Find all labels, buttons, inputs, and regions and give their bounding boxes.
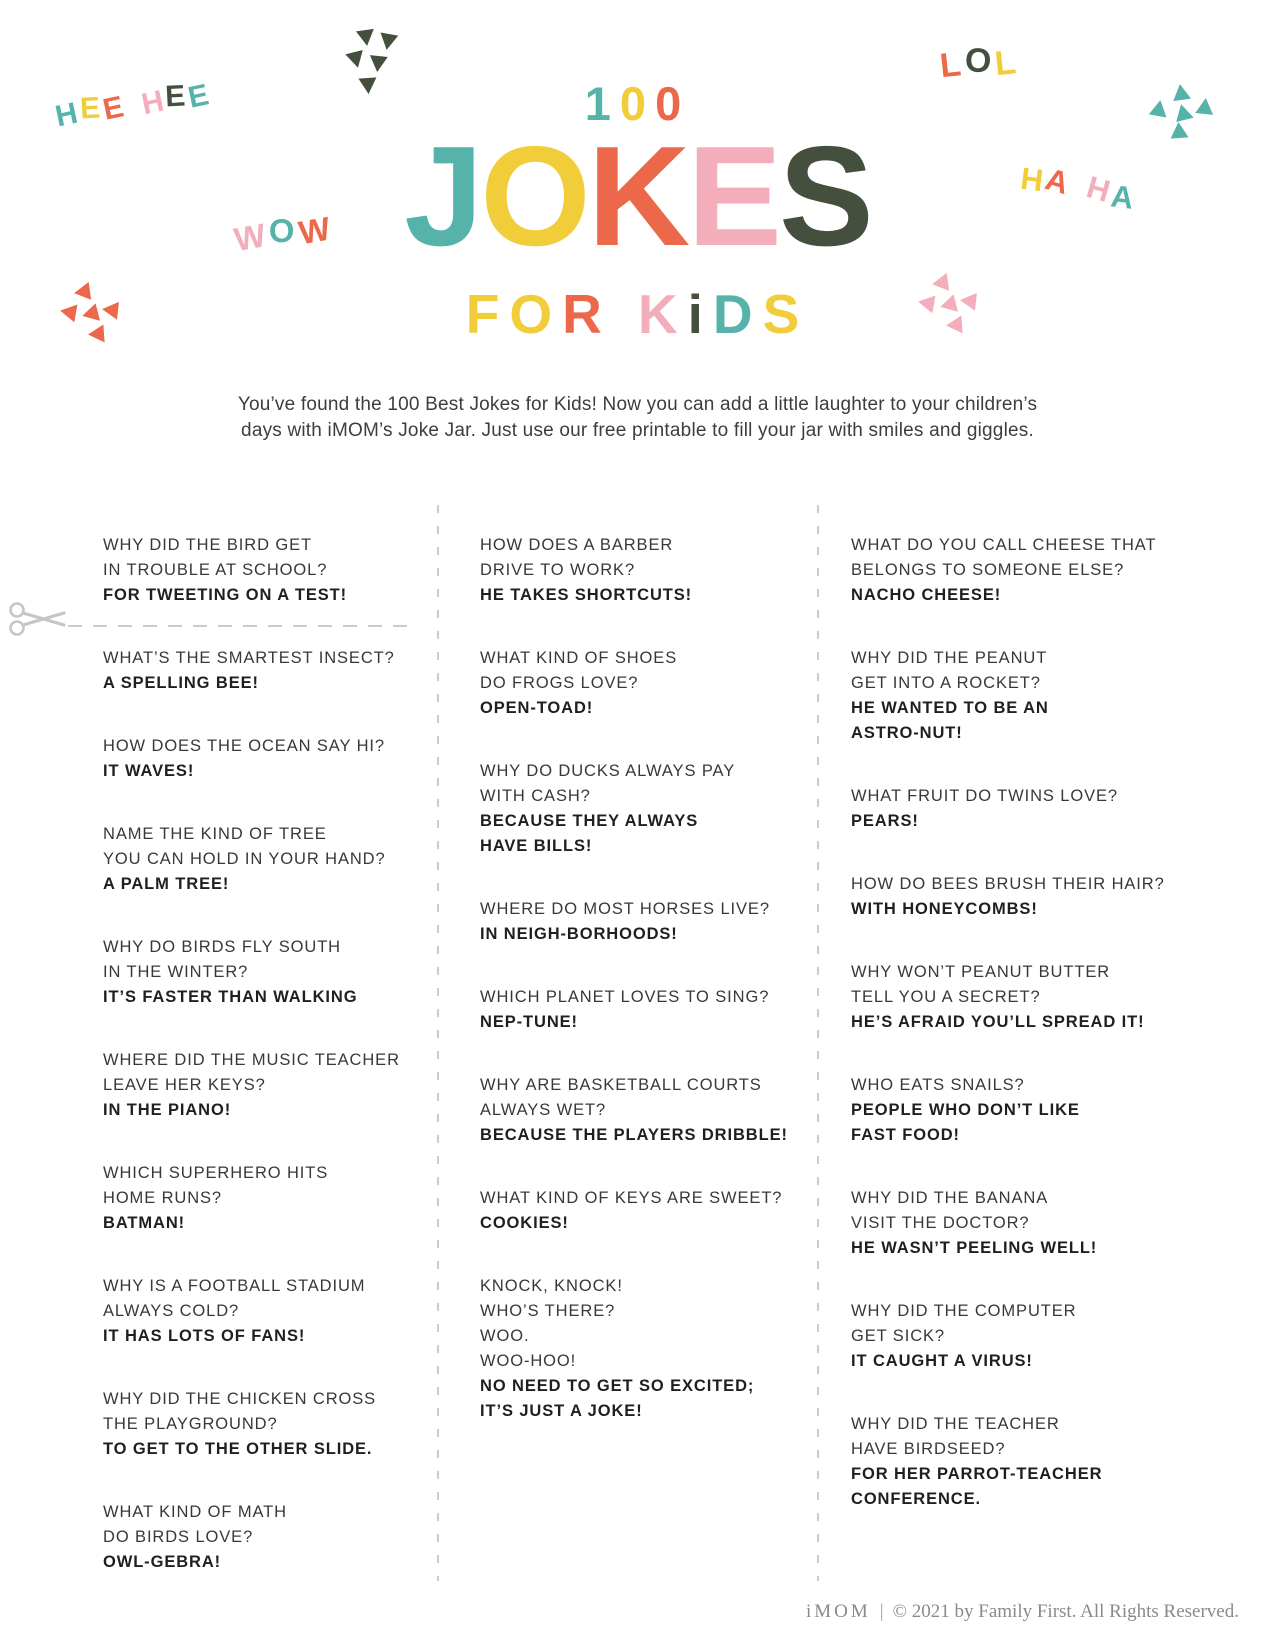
joke-question-line: VISIT THE DOCTOR?	[851, 1214, 1030, 1232]
joke-answer-line: BECAUSE THEY ALWAYS	[480, 812, 699, 830]
joke-question-line: HOW DO BEES BRUSH THEIR HAIR?	[851, 875, 1165, 893]
joke-answer-line: HE TAKES SHORTCUTS!	[480, 586, 693, 604]
joke-question-line: WHAT DO YOU CALL CHEESE THAT	[851, 536, 1157, 554]
joke-answer-line: BECAUSE THE PLAYERS DRIBBLE!	[480, 1126, 788, 1144]
joke-question-line: ALWAYS COLD?	[103, 1302, 240, 1320]
joke-answer-line: IT HAS LOTS OF FANS!	[103, 1327, 306, 1345]
colored-letter: K	[587, 117, 688, 276]
joke-answer-line: IT’S JUST A JOKE!	[480, 1402, 643, 1420]
colored-letter: S	[779, 117, 871, 276]
triangle-icon	[378, 33, 399, 52]
joke-question-line: WHY DO DUCKS ALWAYS PAY	[480, 762, 736, 780]
colored-letter: 1	[584, 77, 620, 130]
joke-question-line: BELONGS TO SOMEONE ELSE?	[851, 561, 1125, 579]
triangle-icon	[356, 29, 376, 47]
joke-answer-line: PEOPLE WHO DON’T LIKE	[851, 1101, 1080, 1119]
joke-question-line: WHERE DO MOST HORSES LIVE?	[480, 900, 770, 918]
joke-block	[851, 1073, 1196, 1148]
colored-letter: H	[138, 83, 170, 122]
joke-block	[480, 985, 825, 1035]
joke-answer-line: COOKIES!	[480, 1214, 569, 1232]
joke-block	[851, 1412, 1196, 1512]
colored-letter: R	[562, 283, 612, 345]
joke-question-line: WHY IS A FOOTBALL STADIUM	[103, 1277, 366, 1295]
joke-block	[851, 784, 1196, 834]
intro-line-2: days with iMOM’s Joke Jar. Just use our free printable to fill your jar with smiles and giggles.	[241, 420, 1034, 441]
joke-answer-line: HE WANTED TO BE AN	[851, 699, 1049, 717]
joke-answer-line: A SPELLING BEE!	[103, 674, 259, 692]
joke-answer-line: NO NEED TO GET SO EXCITED;	[480, 1377, 755, 1395]
joke-question-line: DRIVE TO WORK?	[480, 561, 636, 579]
joke-question-line: HOME RUNS?	[103, 1189, 223, 1207]
joke-question-line: WOO.	[480, 1327, 530, 1345]
joke-answer-line: NEP-TUNE!	[480, 1013, 578, 1031]
joke-answer-line: PEARS!	[851, 812, 919, 830]
joke-question-line: WHAT KIND OF MATH	[103, 1503, 287, 1521]
joke-block	[103, 1048, 448, 1123]
joke-answer-line: NACHO CHEESE!	[851, 586, 1002, 604]
colored-letter: H	[52, 96, 84, 134]
joke-block	[480, 646, 825, 721]
joke-question-line: ALWAYS WET?	[480, 1101, 607, 1119]
colored-letter: E	[99, 89, 130, 127]
joke-block	[103, 533, 448, 608]
joke-question-line: HOW DOES THE OCEAN SAY HI?	[103, 737, 385, 755]
joke-answer-line: FOR HER PARROT-TEACHER	[851, 1465, 1103, 1483]
joke-answer-line: TO GET TO THE OTHER SLIDE.	[103, 1440, 373, 1458]
colored-letter: A	[1109, 178, 1139, 217]
joke-question-line: TELL YOU A SECRET?	[851, 988, 1041, 1006]
colored-letter: 0	[619, 77, 656, 130]
colored-letter: H	[1082, 169, 1117, 210]
joke-answer-line: OWL-GEBRA!	[103, 1553, 222, 1571]
joke-question-line: WHAT KIND OF KEYS ARE SWEET?	[480, 1189, 783, 1207]
joke-question-line: WHY WON’T PEANUT BUTTER	[851, 963, 1111, 981]
colored-letter: K	[637, 283, 688, 345]
joke-block	[480, 897, 825, 947]
joke-answer-line: HE’S AFRAID YOU’LL SPREAD IT!	[851, 1013, 1145, 1031]
joke-column-1	[103, 533, 448, 1613]
joke-answer-line: CONFERENCE.	[851, 1490, 981, 1508]
joke-question-line: WHY DID THE PEANUT	[851, 649, 1048, 667]
joke-question-line: WHY DID THE BIRD GET	[103, 536, 312, 554]
joke-answer-line: IT WAVES!	[103, 762, 195, 780]
colored-letter: i	[687, 283, 713, 345]
joke-block	[103, 1500, 448, 1575]
joke-answer-line: HAVE BILLS!	[480, 837, 593, 855]
joke-question-line: WITH CASH?	[480, 787, 591, 805]
intro-line-1: You’ve found the 100 Best Jokes for Kids! Now you can add a little laughter to your children’s	[237, 394, 1038, 415]
joke-question-line: WHY ARE BASKETBALL COURTS	[480, 1076, 762, 1094]
joke-question-line: LEAVE HER KEYS?	[103, 1076, 266, 1094]
colored-letter: E	[78, 91, 104, 126]
joke-block	[480, 759, 825, 859]
joke-question-line: DO FROGS LOVE?	[480, 674, 639, 692]
joke-question-line: THE PLAYGROUND?	[103, 1415, 278, 1433]
joke-answer-line: IT CAUGHT A VIRUS!	[851, 1352, 1033, 1370]
scissors-icon	[6, 598, 70, 640]
colored-letter: L	[938, 44, 967, 86]
joke-question-line: IN TROUBLE AT SCHOOL?	[103, 561, 328, 579]
joke-answer-line: ASTRO-NUT!	[851, 724, 963, 742]
joke-block	[851, 1186, 1196, 1261]
joke-question-line: NAME THE KIND OF TREE	[103, 825, 327, 843]
joke-answer-line: OPEN-TOAD!	[480, 699, 594, 717]
joke-question-line: WHAT FRUIT DO TWINS LOVE?	[851, 787, 1118, 805]
joke-answer-line: BATMAN!	[103, 1214, 186, 1232]
joke-answer-line: IN THE PIANO!	[103, 1101, 232, 1119]
colored-letter: S	[762, 283, 810, 345]
joke-block	[851, 1299, 1196, 1374]
joke-question-line: WHY DID THE COMPUTER	[851, 1302, 1077, 1320]
joke-question-line: WHY DO BIRDS FLY SOUTH	[103, 938, 341, 956]
joke-answer-line: WITH HONEYCOMBS!	[851, 900, 1038, 918]
joke-block	[480, 1274, 825, 1424]
colored-letter: O	[268, 211, 299, 250]
joke-question-line: KNOCK, KNOCK!	[480, 1277, 623, 1295]
colored-letter: 0	[655, 77, 691, 130]
intro-text	[0, 392, 1275, 444]
joke-question-line: WOO-HOO!	[480, 1352, 577, 1370]
joke-block	[103, 822, 448, 897]
joke-block	[103, 935, 448, 1010]
colored-letter: F	[465, 283, 510, 345]
colored-letter: E	[164, 79, 190, 114]
joke-question-line: GET SICK?	[851, 1327, 945, 1345]
joke-question-line: WHY DID THE BANANA	[851, 1189, 1049, 1207]
joke-question-line: WHO EATS SNAILS?	[851, 1076, 1025, 1094]
joke-block	[103, 646, 448, 696]
colored-letter: O	[480, 117, 588, 276]
joke-question-line: WHAT’S THE SMARTEST INSECT?	[103, 649, 395, 667]
footer	[806, 1601, 1239, 1623]
colored-letter: L	[993, 42, 1022, 84]
colored-letter: O	[509, 283, 563, 345]
colored-letter: W	[231, 215, 273, 259]
joke-question-line: WHAT KIND OF SHOES	[480, 649, 678, 667]
joke-block	[480, 1073, 825, 1148]
joke-question-line: WHY DID THE CHICKEN CROSS	[103, 1390, 377, 1408]
joke-block	[480, 533, 825, 608]
joke-question-line: HAVE BIRDSEED?	[851, 1440, 1006, 1458]
colored-letter: E	[185, 77, 215, 115]
joke-question-line: DO BIRDS LOVE?	[103, 1528, 254, 1546]
joke-question-line: GET INTO A ROCKET?	[851, 674, 1041, 692]
joke-block	[103, 1387, 448, 1462]
triangle-icon	[368, 55, 388, 73]
joke-question-line: WHO’S THERE?	[480, 1302, 616, 1320]
joke-question-line: WHICH SUPERHERO HITS	[103, 1164, 329, 1182]
joke-question-line: WHY DID THE TEACHER	[851, 1415, 1060, 1433]
colored-letter: J	[404, 117, 481, 276]
joke-column-3	[851, 533, 1196, 1550]
colored-letter: H	[1018, 160, 1049, 199]
joke-answer-line: FOR TWEETING ON A TEST!	[103, 586, 348, 604]
colored-letter: O	[963, 41, 997, 81]
colored-letter: A	[1041, 161, 1077, 202]
footer-brand: iMOM	[805, 1601, 871, 1622]
joke-question-line: HOW DOES A BARBER	[480, 536, 674, 554]
joke-question-line: WHERE DID THE MUSIC TEACHER	[103, 1051, 400, 1069]
colored-letter: W	[295, 208, 337, 252]
joke-question-line: WHICH PLANET LOVES TO SING?	[480, 988, 770, 1006]
colored-letter: D	[712, 283, 763, 345]
joke-answer-line: A PALM TREE!	[103, 875, 230, 893]
title-for-kids	[0, 282, 1275, 346]
joke-answer-line: HE WASN’T PEELING WELL!	[851, 1239, 1098, 1257]
joke-answer-line: IT’S FASTER THAN WALKING	[103, 988, 358, 1006]
joke-block	[851, 533, 1196, 608]
title-jokes	[0, 117, 1275, 276]
joke-block	[851, 872, 1196, 922]
joke-column-2	[480, 533, 825, 1462]
joke-question-line: IN THE WINTER?	[103, 963, 249, 981]
joke-block	[480, 1186, 825, 1236]
joke-answer-line: FAST FOOD!	[851, 1126, 960, 1144]
colored-letter: E	[687, 117, 779, 276]
joke-answer-line: IN NEIGH-BORHOODS!	[480, 925, 678, 943]
joke-block	[851, 646, 1196, 746]
triangle-icon	[345, 50, 366, 70]
footer-separator: |	[879, 1601, 884, 1622]
joke-question-line: YOU CAN HOLD IN YOUR HAND?	[103, 850, 386, 868]
joke-block	[103, 734, 448, 784]
joke-block	[103, 1161, 448, 1236]
footer-copyright: © 2021 by Family First. All Rights Reserved.	[892, 1601, 1239, 1622]
joke-block	[851, 960, 1196, 1035]
joke-block	[103, 1274, 448, 1349]
